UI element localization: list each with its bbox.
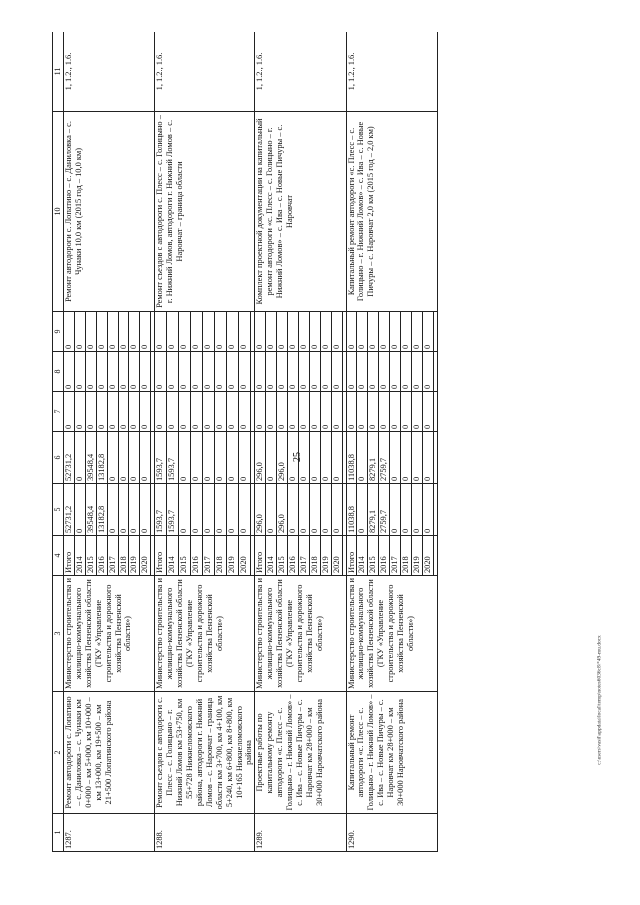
federal-budget-cell: 0 (107, 392, 118, 432)
responsible-ministry-cell: Министерство строительства и жилищно-коммунального хозяйства Пензенской области (ГКУ «Управление строительства и дорожного хозяйства Пензенской области») (346, 576, 437, 692)
page-number: 25 (292, 452, 303, 462)
year-cell: 2016 (288, 536, 299, 576)
year-cell: 2020 (331, 536, 342, 576)
year-cell: 2014 (167, 536, 179, 576)
other-source-cell: 0 (96, 312, 107, 352)
regional-budget-cell: 0 (298, 432, 309, 484)
object-name-cell: Ремонт съездов с автодороги с. Плесс – с. Голицыно – г. Нижний Ломов км 53+750, км 55+728 Нижнеломовского района, автодороги г. Нижний Ломов – с. Наровчат – граница области км 3+700, км 4+100, км 5+240, км 6+800, км 8+800, км 10+165 Нижнеломовского района (155, 692, 255, 814)
column-number: 2 (53, 692, 64, 814)
year-cell: 2016 (191, 536, 203, 576)
federal-budget-cell: 0 (309, 392, 320, 432)
column-number: 11 (53, 32, 64, 112)
regional-budget-cell: 0 (357, 432, 368, 484)
local-budget-cell: 0 (179, 352, 191, 392)
other-source-cell: 0 (140, 312, 151, 352)
local-budget-cell: 0 (298, 352, 309, 392)
regional-budget-cell: 0 (179, 432, 191, 484)
regional-budget-cell: 0 (320, 432, 331, 484)
regional-budget-cell: 8279,1 (368, 432, 379, 484)
total-value-cell: 1593,7 (167, 484, 179, 536)
local-budget-cell: 0 (129, 352, 140, 392)
other-source-cell: 0 (167, 312, 179, 352)
regional-budget-cell: 296,0 (255, 432, 266, 484)
regional-budget-cell: 2759,7 (379, 432, 390, 484)
federal-budget-cell: 0 (277, 392, 288, 432)
total-value-cell: 0 (203, 484, 215, 536)
indicator-ref-cell: 1, 1.2., 1.6. (346, 32, 437, 112)
regional-budget-cell: 0 (401, 432, 412, 484)
other-source-cell: 0 (203, 312, 215, 352)
local-budget-cell: 0 (266, 352, 277, 392)
other-source-cell: 0 (412, 312, 423, 352)
regional-budget-cell: 0 (129, 432, 140, 484)
total-value-cell: 0 (401, 484, 412, 536)
other-source-cell: 0 (288, 312, 299, 352)
expected-result-cell: Капитальный ремонт автодороги «с. Плесс – с. Голицыно – г. Нижний Ломов» – с. Ива – с. Новые Пичуры – с. Наровчат 2,0 км (2015 год – 2,0 км) (346, 112, 437, 312)
federal-budget-cell: 0 (379, 392, 390, 432)
program-table (52, 32, 438, 852)
year-cell: 2017 (390, 536, 401, 576)
total-value-cell: 0 (129, 484, 140, 536)
local-budget-cell: 0 (412, 352, 423, 392)
year-cell: 2020 (140, 536, 151, 576)
federal-budget-cell: 0 (226, 392, 238, 432)
rotated-table-container (52, 32, 572, 852)
total-value-cell: 0 (288, 484, 299, 536)
local-budget-cell: 0 (277, 352, 288, 392)
year-cell: 2015 (179, 536, 191, 576)
federal-budget-cell: 0 (368, 392, 379, 432)
expected-result-cell: Комплект проектной документации на капитальный ремонт автодороги «с. Плесс – с. Голицыно – г. Нижний Ломов» – с. Ива – с. Новые Пичуры – с. Наровчат (255, 112, 346, 312)
local-budget-cell: 0 (107, 352, 118, 392)
federal-budget-cell: 0 (96, 392, 107, 432)
year-cell: 2019 (320, 536, 331, 576)
table-row (64, 32, 75, 852)
total-value-cell: 2759,7 (379, 484, 390, 536)
year-cell: 2018 (401, 536, 412, 576)
federal-budget-cell: 0 (74, 392, 85, 432)
year-cell: 2020 (422, 536, 433, 576)
indicator-ref-cell: 1, 1.2., 1.6. (255, 32, 346, 112)
regional-budget-cell: 1593,7 (167, 432, 179, 484)
federal-budget-cell: 0 (140, 392, 151, 432)
year-cell: 2017 (107, 536, 118, 576)
year-cell: 2019 (412, 536, 423, 576)
year-cell: 2017 (203, 536, 215, 576)
federal-budget-cell: 0 (167, 392, 179, 432)
year-cell: 2018 (215, 536, 227, 576)
other-source-cell: 0 (255, 312, 266, 352)
local-budget-cell: 0 (288, 352, 299, 392)
year-cell: 2015 (368, 536, 379, 576)
column-numbers-row (53, 32, 64, 852)
spacer-cell (433, 352, 437, 392)
local-budget-cell: 0 (118, 352, 129, 392)
responsible-ministry-cell: Министерство строительства и жилищно-коммунального хозяйства Пензенской области (ГКУ «Управление строительства и дорожного хозяйства Пензенской области») (64, 576, 155, 692)
federal-budget-cell: 0 (118, 392, 129, 432)
other-source-cell: 0 (215, 312, 227, 352)
regional-budget-cell: 0 (226, 432, 238, 484)
year-cell: 2014 (74, 536, 85, 576)
total-value-cell: 0 (412, 484, 423, 536)
federal-budget-cell: 0 (422, 392, 433, 432)
object-name-cell: Ремонт автодороги с. Лопатино – с. Даниловка – с. Чунаки км 0+000 – км 5+000, км 10+000 – км 13+000, км 19+500 – км 21+500 Лопатинского района (64, 692, 155, 814)
column-number: 9 (53, 312, 64, 352)
object-name-cell: Капитальный ремонт автодороги «с. Плесс – с. Голицыно – г. Нижний Ломов» – с. Ива – с. Новые Пичуры – с. Наровчат км 28+000 – км 30+000 Наровчатского района (346, 692, 437, 814)
regional-budget-cell: 0 (288, 432, 299, 484)
total-value-cell: 0 (140, 484, 151, 536)
other-source-cell: 0 (266, 312, 277, 352)
other-source-cell: 0 (238, 312, 250, 352)
other-source-cell: 0 (320, 312, 331, 352)
indicator-ref-cell: 1, 1.2., 1.6. (155, 32, 255, 112)
federal-budget-cell: 0 (401, 392, 412, 432)
other-source-cell: 0 (179, 312, 191, 352)
regional-budget-cell: 0 (191, 432, 203, 484)
year-cell: 2019 (129, 536, 140, 576)
regional-budget-cell: 13182,8 (96, 432, 107, 484)
total-value-cell: 39548,4 (85, 484, 96, 536)
total-value-cell: 0 (309, 484, 320, 536)
federal-budget-cell: 0 (191, 392, 203, 432)
local-budget-cell: 0 (167, 352, 179, 392)
federal-budget-cell: 0 (85, 392, 96, 432)
year-cell: 2016 (379, 536, 390, 576)
total-value-cell: 13182,8 (96, 484, 107, 536)
footer-file-path: c:\users\vasil\appdata\local\temp\notes6036c8\*49-mu.docx (596, 635, 603, 765)
spacer-cell (433, 312, 437, 352)
spacer-cell (433, 536, 437, 576)
object-name-cell: Проектные работы по капитальному ремонту автодороги «с. Плесс – с. Голицыно – г. Нижний Ломов» – с. Ива – с. Новые Пичуры – с. Наровчат км 28+000 – км 30+000 Наровчатского района (255, 692, 346, 814)
local-budget-cell: 0 (140, 352, 151, 392)
column-number: 1 (53, 814, 64, 852)
total-value-cell: 0 (107, 484, 118, 536)
regional-budget-cell: 0 (238, 432, 250, 484)
year-cell: 2018 (309, 536, 320, 576)
other-source-cell: 0 (226, 312, 238, 352)
regional-budget-cell: 0 (422, 432, 433, 484)
federal-budget-cell: 0 (390, 392, 401, 432)
other-source-cell: 0 (118, 312, 129, 352)
total-value-cell: 0 (74, 484, 85, 536)
total-value-cell: 0 (215, 484, 227, 536)
local-budget-cell: 0 (346, 352, 357, 392)
federal-budget-cell: 0 (155, 392, 167, 432)
local-budget-cell: 0 (215, 352, 227, 392)
federal-budget-cell: 0 (298, 392, 309, 432)
row-number-cell: 1288. (155, 814, 255, 852)
year-cell: 2014 (266, 536, 277, 576)
regional-budget-cell: 0 (118, 432, 129, 484)
total-value-cell: 0 (118, 484, 129, 536)
regional-budget-cell: 0 (203, 432, 215, 484)
local-budget-cell: 0 (96, 352, 107, 392)
total-value-cell: 0 (331, 484, 342, 536)
local-budget-cell: 0 (390, 352, 401, 392)
other-source-cell: 0 (368, 312, 379, 352)
total-value-cell: 11038,8 (346, 484, 357, 536)
federal-budget-cell: 0 (179, 392, 191, 432)
total-value-cell: 0 (191, 484, 203, 536)
column-number: 5 (53, 484, 64, 536)
responsible-ministry-cell: Министерство строительства и жилищно-коммунального хозяйства Пензенской области (ГКУ «Управление строительства и дорожного хозяйства Пензенской области») (255, 576, 346, 692)
total-value-cell: 0 (238, 484, 250, 536)
federal-budget-cell: 0 (288, 392, 299, 432)
other-source-cell: 0 (357, 312, 368, 352)
other-source-cell: 0 (379, 312, 390, 352)
total-value-cell: 1593,7 (155, 484, 167, 536)
regional-budget-cell: 0 (309, 432, 320, 484)
local-budget-cell: 0 (64, 352, 75, 392)
row-number-cell: 1287. (64, 814, 155, 852)
federal-budget-cell: 0 (215, 392, 227, 432)
regional-budget-cell: 296,0 (277, 432, 288, 484)
year-cell: 2017 (298, 536, 309, 576)
column-number: 4 (53, 536, 64, 576)
expected-result-cell: Ремонт автодороги с. Лопатино – с. Даниловка – с. Чунаки 10,0 км (2015 год – 10,0 км) (64, 112, 155, 312)
column-number: 7 (53, 392, 64, 432)
year-cell: 2019 (226, 536, 238, 576)
spacer-cell (433, 392, 437, 432)
column-number: 6 (53, 432, 64, 484)
year-cell: 2015 (277, 536, 288, 576)
local-budget-cell: 0 (331, 352, 342, 392)
local-budget-cell: 0 (320, 352, 331, 392)
local-budget-cell: 0 (74, 352, 85, 392)
document-table-area (52, 32, 572, 852)
other-source-cell: 0 (298, 312, 309, 352)
regional-budget-cell: 0 (140, 432, 151, 484)
total-value-cell: 296,0 (277, 484, 288, 536)
year-cell: 2020 (238, 536, 250, 576)
regional-budget-cell: 52731,2 (64, 432, 75, 484)
table-row (255, 32, 266, 852)
federal-budget-cell: 0 (346, 392, 357, 432)
table-row (346, 32, 357, 852)
regional-budget-cell: 0 (74, 432, 85, 484)
local-budget-cell: 0 (191, 352, 203, 392)
other-source-cell: 0 (390, 312, 401, 352)
total-value-cell: 52731,2 (64, 484, 75, 536)
other-source-cell: 0 (277, 312, 288, 352)
other-source-cell: 0 (129, 312, 140, 352)
total-value-cell: 0 (266, 484, 277, 536)
federal-budget-cell: 0 (412, 392, 423, 432)
year-cell: Итого (155, 536, 167, 576)
regional-budget-cell: 0 (390, 432, 401, 484)
other-source-cell: 0 (155, 312, 167, 352)
total-value-cell: 0 (298, 484, 309, 536)
federal-budget-cell: 0 (238, 392, 250, 432)
regional-budget-cell: 0 (215, 432, 227, 484)
local-budget-cell: 0 (226, 352, 238, 392)
federal-budget-cell: 0 (255, 392, 266, 432)
other-source-cell: 0 (64, 312, 75, 352)
local-budget-cell: 0 (155, 352, 167, 392)
federal-budget-cell: 0 (64, 392, 75, 432)
local-budget-cell: 0 (422, 352, 433, 392)
year-cell: 2015 (85, 536, 96, 576)
other-source-cell: 0 (85, 312, 96, 352)
local-budget-cell: 0 (401, 352, 412, 392)
year-cell: Итого (346, 536, 357, 576)
expected-result-cell: Ремонт съездов с автодороги с. Плесс – с. Голицыно – г. Нижний Ломов, автодороги г. Нижний Ломов – с. Наровчат – граница области (155, 112, 255, 312)
total-value-cell: 0 (226, 484, 238, 536)
total-value-cell: 8279,1 (368, 484, 379, 536)
local-budget-cell: 0 (379, 352, 390, 392)
local-budget-cell: 0 (368, 352, 379, 392)
year-cell: Итого (64, 536, 75, 576)
regional-budget-cell: 39548,4 (85, 432, 96, 484)
table-row (155, 32, 167, 852)
year-cell: 2018 (118, 536, 129, 576)
other-source-cell: 0 (107, 312, 118, 352)
local-budget-cell: 0 (238, 352, 250, 392)
table-body (64, 32, 438, 852)
total-value-cell: 0 (320, 484, 331, 536)
total-value-cell: 296,0 (255, 484, 266, 536)
local-budget-cell: 0 (255, 352, 266, 392)
other-source-cell: 0 (346, 312, 357, 352)
federal-budget-cell: 0 (331, 392, 342, 432)
other-source-cell: 0 (401, 312, 412, 352)
other-source-cell: 0 (422, 312, 433, 352)
regional-budget-cell: 0 (107, 432, 118, 484)
regional-budget-cell: 11038,8 (346, 432, 357, 484)
local-budget-cell: 0 (357, 352, 368, 392)
column-number: 8 (53, 352, 64, 392)
responsible-ministry-cell: Министерство строительства и жилищно-коммунального хозяйства Пензенской области (ГКУ «Управление строительства и дорожного хозяйства Пензенской области») (155, 576, 255, 692)
row-number-cell: 1289. (255, 814, 346, 852)
spacer-cell (433, 484, 437, 536)
total-value-cell: 0 (422, 484, 433, 536)
indicator-ref-cell: 1, 1.2., 1.6. (64, 32, 155, 112)
local-budget-cell: 0 (203, 352, 215, 392)
other-source-cell: 0 (331, 312, 342, 352)
spacer-cell (433, 432, 437, 484)
other-source-cell: 0 (191, 312, 203, 352)
year-cell: 2014 (357, 536, 368, 576)
federal-budget-cell: 0 (129, 392, 140, 432)
regional-budget-cell: 0 (266, 432, 277, 484)
column-number: 3 (53, 576, 64, 692)
total-value-cell: 0 (357, 484, 368, 536)
total-value-cell: 0 (390, 484, 401, 536)
other-source-cell: 0 (309, 312, 320, 352)
federal-budget-cell: 0 (203, 392, 215, 432)
regional-budget-cell: 0 (412, 432, 423, 484)
regional-budget-cell: 1593,7 (155, 432, 167, 484)
local-budget-cell: 0 (85, 352, 96, 392)
row-number-cell: 1290. (346, 814, 437, 852)
regional-budget-cell: 0 (331, 432, 342, 484)
federal-budget-cell: 0 (357, 392, 368, 432)
column-number: 10 (53, 112, 64, 312)
year-cell: Итого (255, 536, 266, 576)
federal-budget-cell: 0 (266, 392, 277, 432)
year-cell: 2016 (96, 536, 107, 576)
local-budget-cell: 0 (309, 352, 320, 392)
federal-budget-cell: 0 (320, 392, 331, 432)
total-value-cell: 0 (179, 484, 191, 536)
other-source-cell: 0 (74, 312, 85, 352)
